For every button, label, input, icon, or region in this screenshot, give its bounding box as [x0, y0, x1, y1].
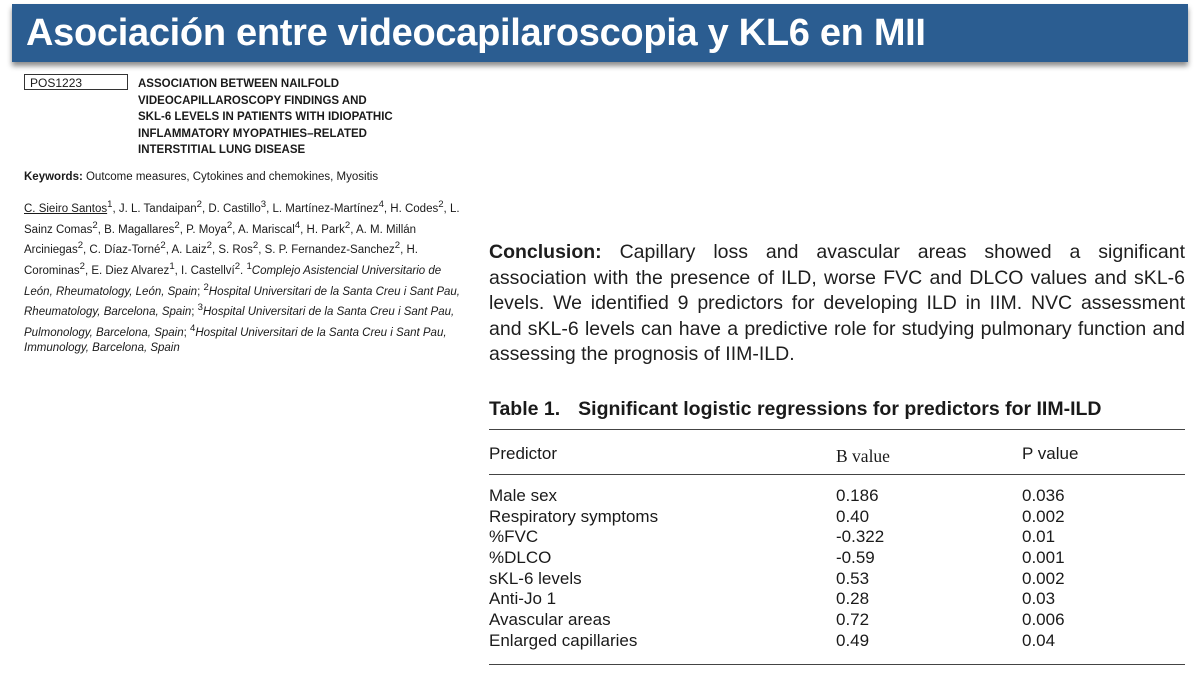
cell-b-value: 0.40: [836, 506, 870, 526]
table-number: Table 1.: [489, 398, 561, 420]
abstract-title-line: SKL-6 LEVELS IN PATIENTS WITH IDIOPATHIC: [138, 111, 393, 123]
table-body: [489, 486, 1185, 652]
affiliation-superscript: 4: [190, 322, 196, 334]
cell-p-value: 0.006: [1022, 610, 1065, 630]
author-name: L. Sainz Comas: [24, 202, 460, 236]
author-superscript: 2: [252, 240, 259, 252]
author-name: S. Ros: [218, 244, 253, 257]
affiliation-superscript: 1: [246, 260, 252, 272]
author-superscript: 4: [378, 199, 384, 210]
author-superscript: 2: [226, 219, 233, 231]
author-superscript: 2: [394, 240, 401, 252]
header-b-value: B value: [836, 446, 890, 466]
table-top-rule: [489, 429, 1185, 430]
keywords: [24, 169, 444, 185]
cell-p-value: 0.002: [1022, 506, 1065, 526]
author-superscript: 2: [77, 240, 84, 252]
cell-predictor: Anti-Jo 1: [489, 589, 557, 609]
author-superscript: 2: [196, 199, 202, 210]
affiliation-text: Hospital Universitari de la Santa Creu i Sant Pau, Rheumatology, Barcelona, Spain: [24, 285, 460, 318]
abstract-title-line: INTERSTITIAL LUNG DISEASE: [138, 144, 306, 156]
author-name: A. Laiz: [171, 244, 207, 257]
author-name: I. Castellví: [181, 264, 235, 277]
header-p-value: P value: [1022, 444, 1079, 463]
cell-predictor: Enlarged capillaries: [489, 630, 638, 650]
table-bottom-rule: [489, 664, 1185, 665]
table-caption-text: Significant logistic regressions for predictors for IIM-ILD: [578, 398, 1102, 420]
table-header-row: [489, 441, 1185, 467]
affiliation-superscript: 3: [197, 302, 203, 314]
author-superscript: 1: [107, 199, 113, 210]
author-name: C. Díaz-Torné: [89, 244, 161, 257]
cell-predictor: Avascular areas: [489, 610, 611, 630]
banner-title: Asociación entre videocapilaroscopia y KL6 en MII: [26, 12, 926, 54]
cell-p-value: 0.036: [1022, 486, 1065, 505]
cell-p-value: 0.002: [1022, 568, 1065, 588]
cell-b-value: -0.59: [836, 548, 875, 568]
table-row: [489, 610, 1185, 631]
cell-b-value: 0.186: [836, 486, 879, 505]
author-superscript: 1: [169, 260, 175, 272]
table-row: [489, 548, 1185, 569]
conclusion-text: Capillary loss and avascular areas showed a significant association with the presence of ILD, worse FVC and DLCO values and sKL-6 levels. We identified 9 predictors for developing ILD in IIM. NVC assessment and sKL-6 levels can have a predictive role for studying pulmonary function and assessing the prognosis of IIM-ILD.: [489, 241, 1185, 366]
title-banner: [12, 4, 1188, 62]
keywords-label: Keywords:: [24, 171, 83, 183]
author-name: J. L. Tandaipan: [118, 202, 197, 215]
author-list: C. Sieiro Santos$^1$, J. L. Tandaipan$^2$, D. Castillo$^3$, L. Martínez-Martínez$^4$, H. Codes$^2$, L. Sainz Comas$^2$, B. Magallares$^2$, P. Moya$^2$, A. Mariscal$^4$, H. Park$^2$, A. M. Millán Arciniegas$^2$, C. Díaz-Torné$^2$, A. Laiz$^2$, S. Ros$^2$, S. P. Fernandez-Sanchez$^2$, H. Corominas$^2$, E. Diez Alvarez$^1$, I. Castellví$^2$. $^1$Complejo Asistencial Universitario de León, Rheumatology, León, Spain; $^2$Hospital Universitari de la Santa Creu i Sant Pau, Rheumatology, Barcelona, Spain; $^3$Hospital Universitari de la Santa Creu i Sant Pau, Pulmonology, Barcelona, Spain; $^4$Hospital Universitari de la Santa Creu i Sant Pau, Immunology, Barcelona, Spain: [24, 199, 460, 355]
table-row: [489, 569, 1185, 590]
table-row: [489, 486, 1185, 507]
table-row: [489, 507, 1185, 528]
cell-predictor: Male sex: [489, 486, 558, 505]
author-name: C. Sieiro Santos: [24, 202, 108, 215]
cell-predictor: %FVC: [489, 527, 539, 547]
author-superscript: 2: [438, 199, 444, 210]
author-name: S. P. Fernandez-Sanchez: [264, 244, 395, 257]
abstract-title-line: VIDEOCAPILLAROSCOPY FINDINGS AND: [138, 94, 367, 107]
cell-p-value: 0.01: [1022, 527, 1056, 547]
table-row: [489, 527, 1185, 548]
author-name: H. Codes: [390, 202, 439, 215]
author-superscript: 2: [79, 260, 85, 272]
author-name: H. Park: [306, 223, 345, 236]
author-superscript: 2: [92, 219, 98, 231]
author-superscript: 2: [174, 219, 180, 231]
table-header-rule: [489, 474, 1185, 475]
author-superscript: 2: [160, 240, 166, 252]
author-superscript: 3: [260, 199, 267, 210]
abstract-title: [138, 76, 438, 159]
author-superscript: 2: [234, 260, 241, 272]
affiliation-text: Hospital Universitari de la Santa Creu i Sant Pau, Immunology, Barcelona, Spain: [24, 326, 447, 355]
cell-b-value: 0.28: [836, 589, 870, 609]
author-name: P. Moya: [186, 223, 227, 236]
cell-b-value: 0.49: [836, 630, 870, 650]
author-superscript: 2: [206, 240, 212, 252]
cell-b-value: 0.72: [836, 610, 870, 630]
author-name: D. Castillo: [208, 202, 261, 215]
cell-b-value: 0.53: [836, 568, 870, 588]
author-name: A. M. Millán Arciniegas: [24, 223, 417, 257]
cell-predictor: %DLCO: [489, 548, 552, 568]
author-name: B. Magallares: [104, 223, 175, 236]
affiliation-superscript: 2: [203, 281, 209, 293]
conclusion-paragraph: [489, 240, 1185, 368]
table-row: [489, 589, 1185, 610]
cell-p-value: 0.03: [1022, 589, 1056, 609]
conclusion-label: Conclusion:: [489, 241, 602, 263]
table-caption: [489, 396, 1189, 422]
cell-predictor: sKL-6 levels: [489, 568, 582, 588]
cell-b-value: -0.322: [836, 527, 885, 547]
cell-p-value: 0.001: [1022, 548, 1065, 568]
cell-predictor: Respiratory symptoms: [489, 506, 659, 526]
author-name: H. Corominas: [24, 244, 418, 277]
author-superscript: 4: [294, 219, 301, 231]
affiliation-text: Hospital Universitari de la Santa Creu i Sant Pau, Pulmonology, Barcelona, Spain: [24, 305, 455, 339]
author-superscript: 2: [344, 219, 351, 231]
abstract-title-line: ASSOCIATION BETWEEN NAILFOLD: [138, 78, 340, 90]
cell-p-value: 0.04: [1022, 630, 1056, 650]
author-name: A. Mariscal: [237, 223, 295, 236]
author-name: E. Diez Alvarez: [91, 264, 170, 277]
poster-id-box: POS1223: [24, 74, 128, 90]
header-predictor: Predictor: [489, 444, 558, 463]
author-name: L. Martínez-Martínez: [272, 202, 379, 215]
keywords-text: Outcome measures, Cytokines and chemokines, Myositis: [82, 171, 379, 183]
abstract-title-line: INFLAMMATORY MYOPATHIES–RELATED: [138, 127, 367, 140]
table-row: [489, 631, 1185, 652]
affiliation-text: Complejo Asistencial Universitario de León, Rheumatology, León, Spain: [24, 264, 442, 298]
